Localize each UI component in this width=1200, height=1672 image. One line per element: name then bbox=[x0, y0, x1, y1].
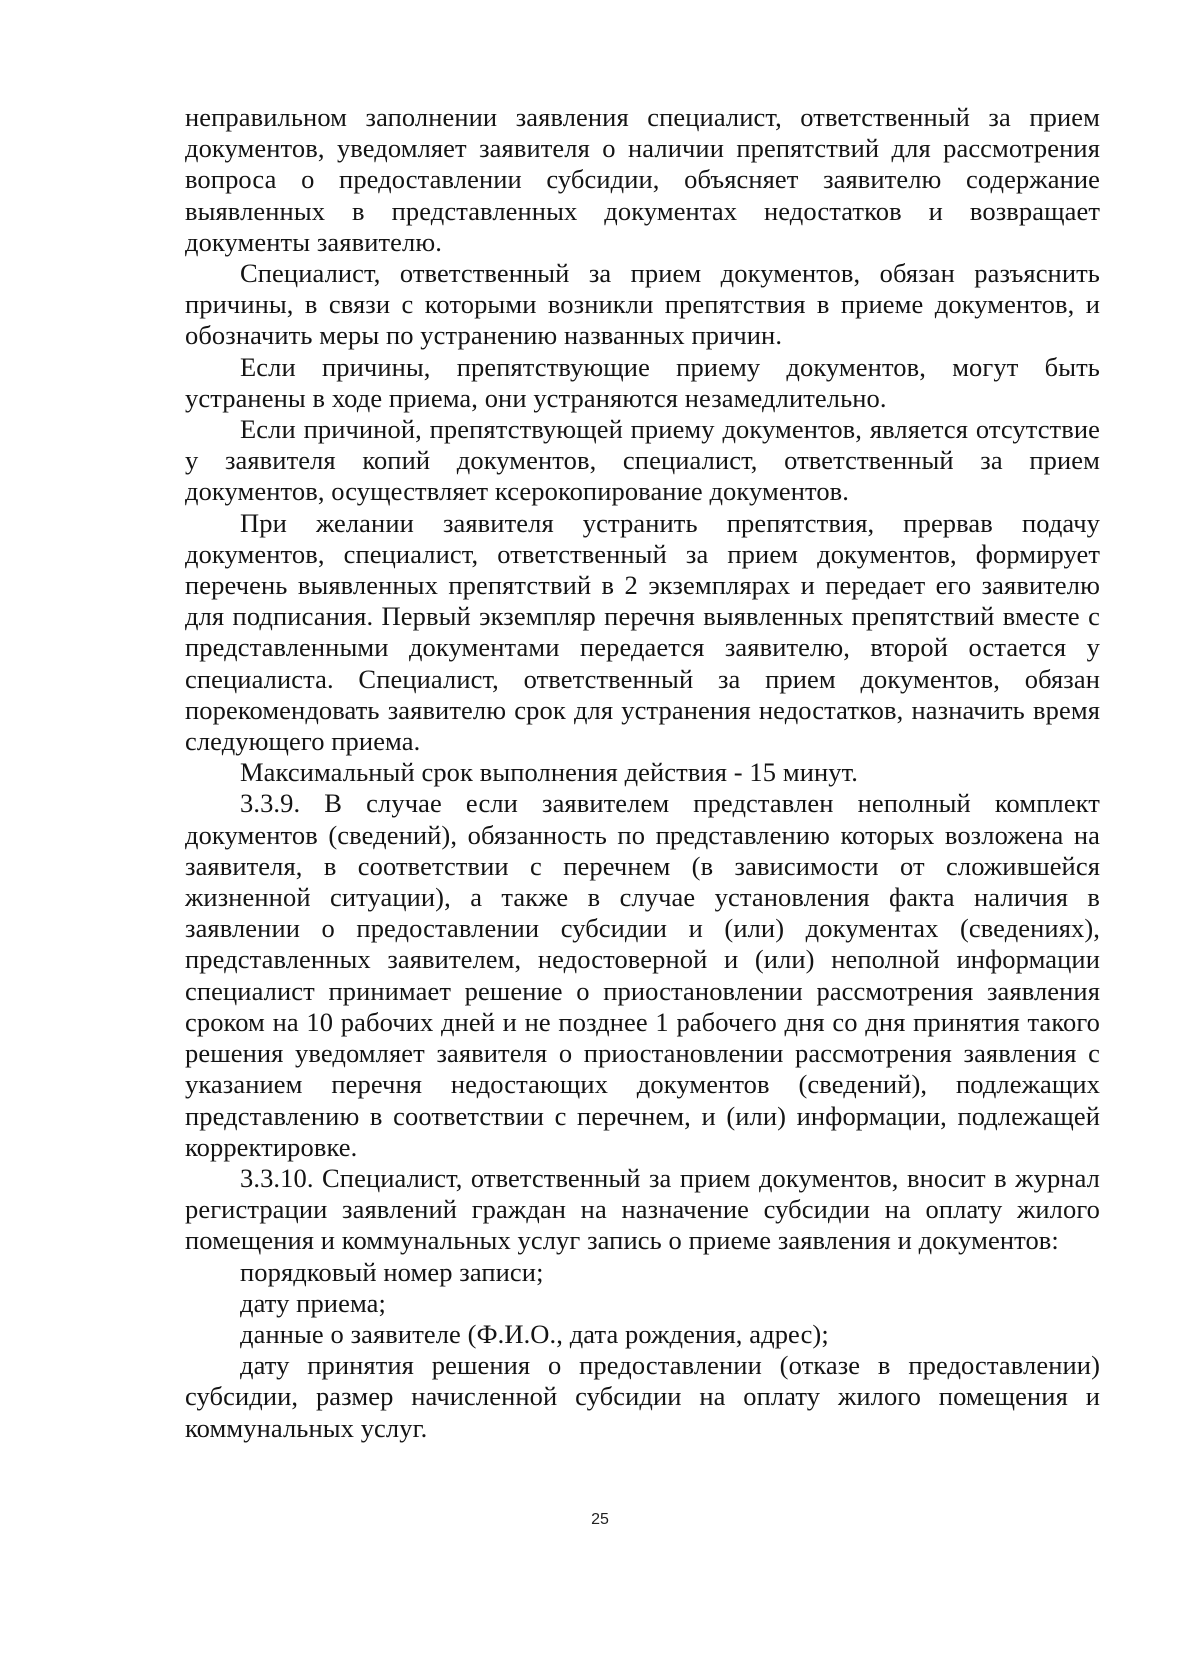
paragraph-decision-date: дату принятия решения о предоставлении (отказе в предоставлении) субсидии, размер начисленной субсидии на оплату жилого помещения и коммунальных услуг. bbox=[185, 1350, 1100, 1443]
document-body bbox=[185, 102, 1100, 1444]
paragraph-interrupted-submission: При желании заявителя устранить препятствия, прервав подачу документов, специалист, ответственный за прием документов, формирует перечень выявленных препятствий в 2 экземплярах и передает его заявителю для подписания. Первый экземпляр перечня выявленных препятствий вместе с представленными документами передается заявителю, второй остается у специалиста. Специалист, ответственный за прием документов, обязан порекомендовать заявителю срок для устранения недостатков, назначить время следующего приема. bbox=[185, 507, 1100, 757]
paragraph-photocopy: Если причиной, препятствующей приему документов, является отсутствие у заявителя копий документов, специалист, ответственный за прием документов, осуществляет ксерокопирование документов. bbox=[185, 414, 1100, 507]
list-item-record-number: порядковый номер записи; bbox=[240, 1256, 544, 1287]
paragraph-immediate-fix: Если причины, препятствующие приему документов, могут быть устранены в ходе приема, они устраняются незамедлительно. bbox=[185, 351, 1100, 413]
list-item-applicant-data: данные о заявителе (Ф.И.О., дата рождения, адрес); bbox=[240, 1318, 829, 1349]
list-item-reception-date: дату приема; bbox=[240, 1287, 386, 1318]
paragraph-explanation-duty: Специалист, ответственный за прием документов, обязан разъяснить причины, в связи с которыми возникли препятствия в приеме документов, и обозначить меры по устранению названных причин. bbox=[185, 258, 1100, 351]
paragraph-continuation: неправильном заполнении заявления специалист, ответственный за прием документов, уведомляет заявителя о наличии препятствий для рассмотрения вопроса о предоставлении субсидии, объясняет заявителю содержание выявленных в представленных документах недостатков и возвращает документы заявителю. bbox=[185, 102, 1100, 257]
paragraph-max-duration: Максимальный срок выполнения действия - 15 минут. bbox=[240, 757, 859, 788]
page-number: 25 bbox=[591, 1511, 609, 1528]
paragraph-clause-3-3-9: 3.3.9. В случае если заявителем представлен неполный комплект документов (сведений), обязанность по представлению которых возложена на заявителя, в соответствии с перечнем (в зависимости от сложившейся жизненной ситуации), а также в случае установления факта наличия в заявлении о предоставлении субсидии и (или) документах (сведениях), представленных заявителем, недостоверной и (или) неполной информации специалист принимает решение о приостановлении рассмотрения заявления сроком на 10 рабочих дней и не позднее 1 рабочего дня со дня принятия такого решения уведомляет заявителя о приостановлении рассмотрения заявления с указанием перечня недостающих документов (сведений), подлежащих представлению в соответствии с перечнем, и (или) информации, подлежащей корректировке. bbox=[185, 788, 1100, 1162]
paragraph-clause-3-3-10: 3.3.10. Специалист, ответственный за прием документов, вносит в журнал регистрации заявлений граждан на назначение субсидии на оплату жилого помещения и коммунальных услуг запись о приеме заявления и документов: bbox=[185, 1162, 1100, 1256]
